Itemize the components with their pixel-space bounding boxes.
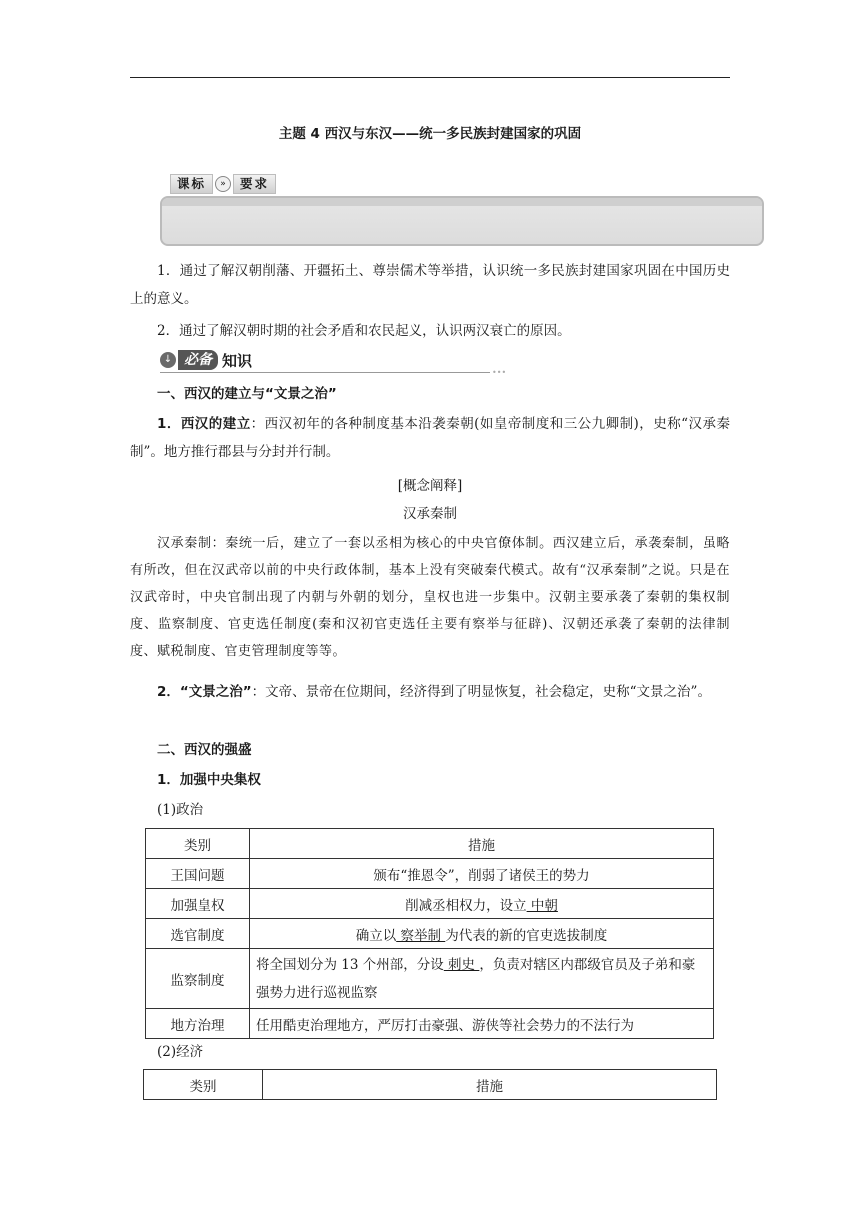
- row-category: 选官制度: [146, 919, 250, 949]
- row-measure: [250, 859, 714, 889]
- requirements-banner: [160, 196, 764, 246]
- section-2-sub-1: 1．加强中央集权: [157, 772, 261, 788]
- measure-text: 将全国划分为 13 个州部，分设: [256, 956, 444, 973]
- table-header-row: [146, 829, 714, 859]
- row-measure: [250, 949, 714, 1009]
- row-measure: [250, 919, 714, 949]
- header-category: 类别: [144, 1070, 263, 1100]
- table-row: [146, 889, 714, 919]
- badge-left: 课标: [170, 174, 213, 194]
- s1-paragraph-1: [130, 410, 730, 466]
- section-dots: •••: [492, 368, 507, 377]
- concept-title: 汉承秦制: [403, 506, 457, 522]
- table-row: [146, 1009, 714, 1039]
- s1-p1-text: ：西汉初年的各种制度基本沿袭秦朝(如皇帝制度和三公九卿制)，史称“汉承秦制”。地方推行郡县与分封并行制。: [130, 416, 730, 460]
- table-header-row: [144, 1070, 717, 1100]
- header-category: 类别: [146, 829, 250, 859]
- concept-text: 汉承秦制：秦统一后，建立了一套以丞相为核心的中央官僚体制。西汉建立后，承袭秦制，虽略有所改，但在汉武帝以前的中央行政体制，基本上没有突破秦代模式。故有“汉承秦制”之说。只是在汉武帝时，中央官制出现了内朝与外朝的划分，皇权也进一步集中。汉朝主要承袭了秦朝的集权制度、监察制度、官吏选任制度(秦和汉初官吏选任主要有察举与征辟)、汉朝还承袭了秦朝的法律制度、赋税制度、官吏管理制度等等。: [130, 536, 730, 659]
- row-category: 监察制度: [146, 949, 250, 1009]
- arrow-down-icon: ↓: [160, 352, 176, 368]
- measure-text: 确立以: [355, 927, 397, 944]
- s1-p2-label: 2．“文景之治”: [157, 684, 252, 700]
- measure-text: 颁布“推恩令”，削弱了诸侯王的势力: [373, 867, 590, 884]
- row-category: 王国问题: [146, 859, 250, 889]
- measure-text-post: ，负责对辖区内郡级官员及子弟和豪强势力进行巡视监察: [256, 956, 696, 1001]
- s1-p2-text: ：文帝、景帝在位期间，经济得到了明显恢复，社会稳定，史称“文景之治”。: [251, 684, 711, 700]
- row-measure: [250, 889, 714, 919]
- answer-blank: 察举制: [396, 927, 446, 944]
- row-category: 加强皇权: [146, 889, 250, 919]
- requirement-2: 2．通过了解汉朝时期的社会矛盾和农民起义，认识两汉衰亡的原因。: [157, 323, 571, 339]
- section-1-heading: 一、西汉的建立与“文景之治”: [157, 386, 337, 402]
- concept-tag: [概念阐释]: [397, 478, 463, 494]
- section-pill: 必备: [178, 350, 218, 370]
- s1-paragraph-2: [130, 678, 730, 706]
- section-head-knowledge: [160, 349, 252, 371]
- table-row: [146, 919, 714, 949]
- measure-text: 削减丞相权力，设立: [405, 897, 527, 914]
- politics-label: (1)政治: [157, 802, 204, 818]
- chevron-down-icon: »: [215, 176, 231, 192]
- header-measure: 措施: [250, 829, 714, 859]
- row-measure: [250, 1009, 714, 1039]
- section-2-heading: 二、西汉的强盛: [157, 742, 252, 758]
- row-category: 地方治理: [146, 1009, 250, 1039]
- answer-blank: 刺史: [443, 956, 480, 973]
- page-title: 主题 4 西汉与东汉——统一多民族封建国家的巩固: [278, 126, 582, 142]
- section-rule: [160, 372, 490, 373]
- measure-text-post: 为代表的新的官吏选拔制度: [445, 927, 608, 944]
- requirement-1: 1．通过了解汉朝削藩、开疆拓土、尊崇儒术等举措，认识统一多民族封建国家巩固在中国历史上的意义。: [130, 263, 730, 307]
- measure-text: 任用酷吏治理地方，严厉打击豪强、游侠等社会势力的不法行为: [256, 1017, 634, 1034]
- answer-blank: 中朝: [526, 897, 558, 914]
- header-measure: 措施: [263, 1070, 717, 1100]
- economy-table: [143, 1069, 717, 1100]
- badge-right: 要求: [233, 174, 276, 194]
- s1-p1-label: 1．西汉的建立: [157, 416, 251, 432]
- table-row: [146, 859, 714, 889]
- curriculum-badge: [170, 174, 276, 194]
- table-row: [146, 949, 714, 1009]
- economy-label: (2)经济: [157, 1044, 204, 1060]
- politics-table: [145, 828, 714, 1039]
- header-rule: [130, 77, 730, 78]
- section-word: 知识: [222, 351, 253, 370]
